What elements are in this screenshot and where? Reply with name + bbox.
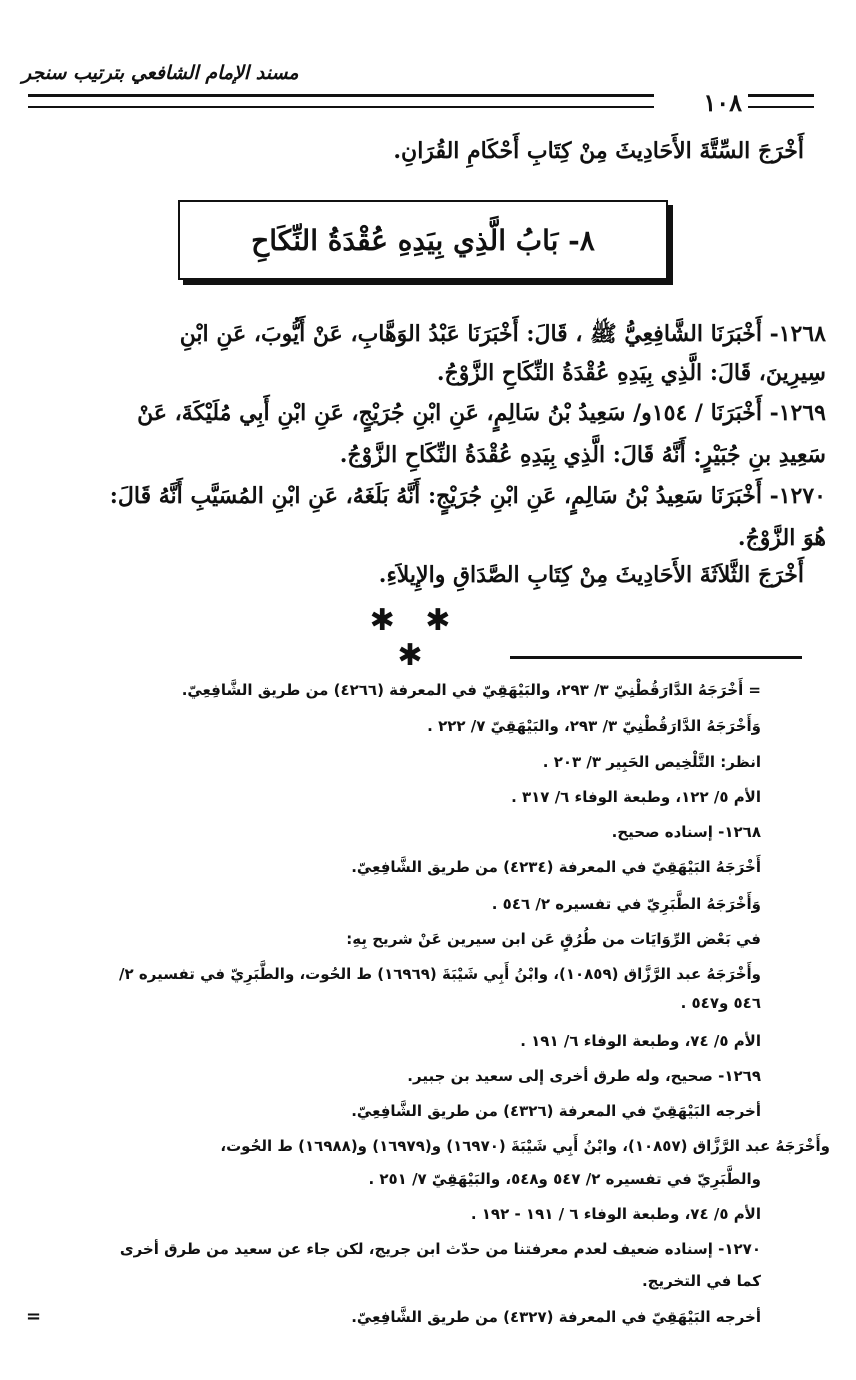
main-line-5: سَعِيدِ بنِ جُبَيْرٍ: أَنَّهُ قَالَ: الَّذِي بِيَدِهِ عُقْدَةُ النِّكَاحِ الزَّوْجُ. bbox=[339, 442, 826, 468]
continuation-mark: = bbox=[26, 1306, 42, 1327]
running-title: مسند الإمام الشافعي بترتيب سنجر bbox=[22, 62, 299, 84]
chapter-heading-box bbox=[178, 200, 668, 280]
main-line-7: هُوَ الزَّوْجُ. bbox=[737, 525, 826, 551]
footnote-line-17: ١٢٧٠- إسناده ضعيف لعدم معرفتنا من حدّث ابن جريج، لكن جاء عن سعيد من طرق أخرى bbox=[119, 1240, 761, 1258]
page-number-rule-bottom bbox=[748, 106, 814, 108]
footnote-line-7: وَأَخْرَجَهُ الطَّبَرِيّ في تفسيره ٢/ ٥٤٦ . bbox=[491, 895, 761, 913]
footnote-line-5: ١٢٦٨- إسناده صحيح. bbox=[611, 823, 761, 841]
footnote-line-11: الأم ٥/ ٧٤، وطبعة الوفاء ٦/ ١٩١ . bbox=[520, 1032, 761, 1050]
chapter-title: ٨- بَابُ الَّذِي بِيَدِهِ عُقْدَةُ النِّكَاحِ bbox=[251, 223, 595, 257]
footnote-line-13: أخرجه البَيْهَقِيّ في المعرفة (٤٣٢٦) من طريق الشَّافِعِيّ. bbox=[351, 1102, 761, 1120]
footnote-line-6: أَخْرَجَهُ البَيْهَقِيّ في المعرفة (٤٢٣٤) من طريق الشَّافِعِيّ. bbox=[351, 858, 761, 876]
main-line-1: أَخْرَجَ السِّتَّةَ الأَحَادِيثَ مِنْ كِتَابِ أَحْكَامِ القُرَانِ. bbox=[393, 138, 804, 164]
page-number-rule-top bbox=[748, 94, 814, 97]
page-number: ١٠٨ bbox=[703, 88, 742, 117]
header-rule-bottom bbox=[28, 106, 654, 108]
footnote-line-4: الأم ٥/ ١٢٢، وطبعة الوفاء ٦/ ٣١٧ . bbox=[511, 788, 761, 806]
header-rule-top bbox=[28, 94, 654, 97]
footnote-line-3: انظر: التَّلْخِيص الحَبِير ٣/ ٢٠٣ . bbox=[542, 753, 761, 771]
footnote-line-16: الأم ٥/ ٧٤، وطبعة الوفاء ٦ / ١٩١ - ١٩٢ . bbox=[470, 1205, 761, 1223]
footnote-line-2: وَأَخْرَجَهُ الدَّارَقُطْنِيّ ٣/ ٢٩٣، والبَيْهَقِيّ ٧/ ٢٢٢ . bbox=[427, 717, 761, 735]
footnote-line-19: أخرجه البَيْهَقِيّ في المعرفة (٤٣٢٧) من طريق الشَّافِعِيّ. bbox=[351, 1308, 761, 1326]
footnote-line-18: كما في التخريج. bbox=[641, 1272, 761, 1290]
footnote-line-9: وأَخْرَجَهُ عبد الرَّزَّاق (١٠٨٥٩)، وابْنُ أَبِي شَيْبَةَ (١٦٩٦٩) ط الحُوت، والطَّبَرِيّ في تفسيره ٢/ bbox=[119, 965, 761, 983]
main-line-2: ١٢٦٨- أَخْبَرَنَا الشَّافِعِيُّ ﷺ ، قَالَ: أَخْبَرَنَا عَبْدُ الوَهَّابِ، عَنْ أَيُّوبَ، عَنِ ابْنِ bbox=[179, 321, 826, 347]
main-line-3: سِيرِينَ، قَالَ: الَّذِي بِيَدِهِ عُقْدَةُ النِّكَاحِ الزَّوْجُ. bbox=[436, 360, 826, 386]
footnote-line-1: = أَخْرَجَهُ الدَّارَقُطْنِيّ ٣/ ٢٩٣، والبَيْهَقِيّ في المعرفة (٤٢٦٦) من طريق الشَّافِعِيّ. bbox=[181, 681, 761, 699]
footnote-line-14: وأَخْرَجَهُ عبد الرَّزَّاق (١٠٨٥٧)، وابْنُ أَبِي شَيْبَةَ (١٦٩٧٠) و(١٦٩٧٩) و(١٦٩٨٨) ط الحُوت، bbox=[220, 1137, 830, 1155]
section-separator-stars: ✱ ✱ ✱ bbox=[369, 603, 461, 673]
footnote-line-10: ٥٤٦ و٥٤٧ . bbox=[680, 994, 761, 1012]
main-line-8: أَخْرَجَ الثَّلاَثَةَ الأَحَادِيثَ مِنْ كِتَابِ الصَّدَاقِ والإِيلاَءِ. bbox=[378, 562, 804, 588]
main-line-6: ١٢٧٠- أَخْبَرَنَا سَعِيدُ بْنُ سَالِمٍ، عَنِ ابْنِ جُرَيْجٍ: أَنَّهُ بَلَغَهُ، عَنِ ابْنِ المُسَيَّبِ أَنَّهُ قَالَ: bbox=[109, 483, 826, 509]
footnote-line-8: في بَعْض الرِّوَايَات من طُرُقٍ عَن ابن سيرين عَنْ شريح بِهِ: bbox=[346, 930, 761, 948]
footnote-line-12: ١٢٦٩- صحيح، وله طرق أخرى إلى سعيد بن جبير. bbox=[407, 1067, 761, 1085]
footnote-line-15: والطَّبَرِيّ في تفسيره ٢/ ٥٤٧ و٥٤٨، والبَيْهَقِيّ ٧/ ٢٥١ . bbox=[368, 1170, 761, 1188]
main-line-4: ١٢٦٩- أَخْبَرَنَا / ١٥٤و/ سَعِيدُ بْنُ سَالِمٍ، عَنِ ابْنِ جُرَيْجٍ، عَنِ ابْنِ أَبِي مُلَيْكَةَ، عَنْ bbox=[137, 400, 826, 426]
footnote-divider bbox=[510, 656, 802, 659]
